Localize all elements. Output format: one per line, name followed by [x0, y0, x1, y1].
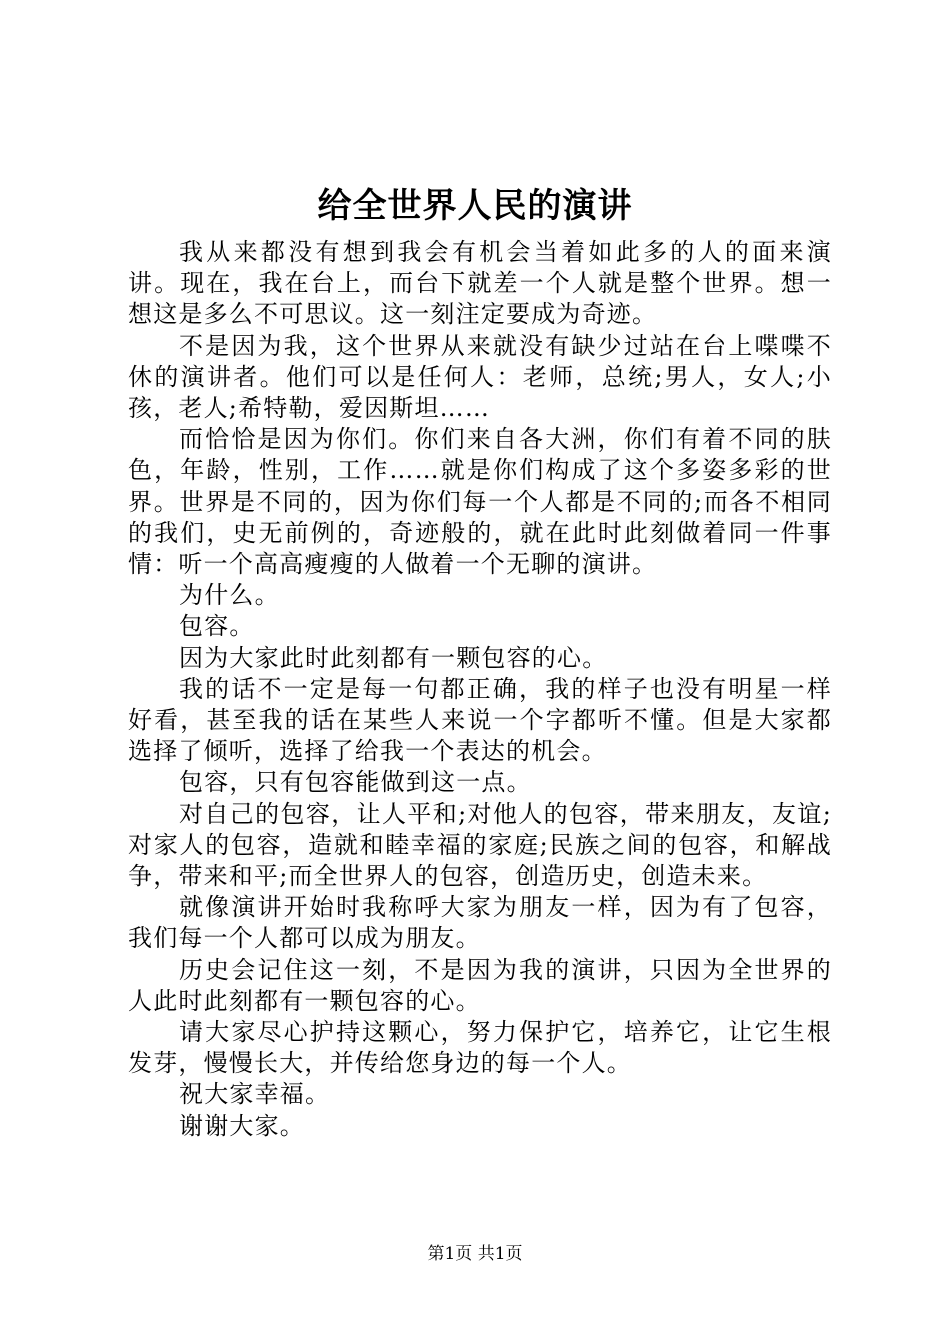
paragraph: 谢谢大家。 — [179, 1111, 305, 1140]
paragraph: 历史会记住这一刻，不是因为我的演讲，只因为全世界的人此时此刻都有一颗包容的心。 — [128, 955, 832, 1015]
document-body — [128, 237, 832, 1142]
paragraph: 我的话不一定是每一句都正确，我的样子也没有明星一样好看，甚至我的话在某些人来说一个字都听不懂。但是大家都选择了倾听，选择了给我一个表达的机会。 — [128, 674, 832, 766]
paragraph: 祝大家幸福。 — [179, 1080, 331, 1109]
paragraph: 请大家尽心护持这颗心，努力保护它，培养它，让它生根发芽，慢慢长大，并传给您身边的每一个人。 — [128, 1018, 832, 1078]
paragraph: 不是因为我，这个世界从来就没有缺少过站在台上喋喋不休的演讲者。他们可以是任何人：老师，总统;男人，女人;小孩，老人;希特勒，爱因斯坦…… — [128, 331, 832, 423]
paragraph: 因为大家此时此刻都有一颗包容的心。 — [179, 643, 608, 672]
page-footer: 第1页 共1页 — [427, 1244, 523, 1264]
paragraph: 对自己的包容，让人平和;对他人的包容，带来朋友，友谊;对家人的包容，造就和睦幸福的家庭;民族之间的包容，和解战争，带来和平;而全世界人的包容，创造历史，创造未来。 — [128, 799, 832, 891]
paragraph: 包容。 — [179, 612, 255, 641]
document-title: 给全世界人民的演讲 — [317, 186, 633, 226]
paragraph: 就像演讲开始时我称呼大家为朋友一样，因为有了包容，我们每一个人都可以成为朋友。 — [128, 893, 832, 953]
paragraph: 而恰恰是因为你们。你们来自各大洲，你们有着不同的肤色，年龄，性别，工作……就是你们构成了这个多姿多彩的世界。世界是不同的，因为你们每一个人都是不同的;而各不相同的我们，史无前例的，奇迹般的，就在此时此刻做着同一件事情：听一个高高瘦瘦的人做着一个无聊的演讲。 — [128, 425, 832, 579]
paragraph: 包容，只有包容能做到这一点。 — [179, 768, 532, 797]
paragraph: 我从来都没有想到我会有机会当着如此多的人的面来演讲。现在，我在台上，而台下就差一个人就是整个世界。想一想这是多么不可思议。这一刻注定要成为奇迹。 — [128, 238, 832, 329]
paragraph: 为什么。 — [179, 581, 280, 610]
